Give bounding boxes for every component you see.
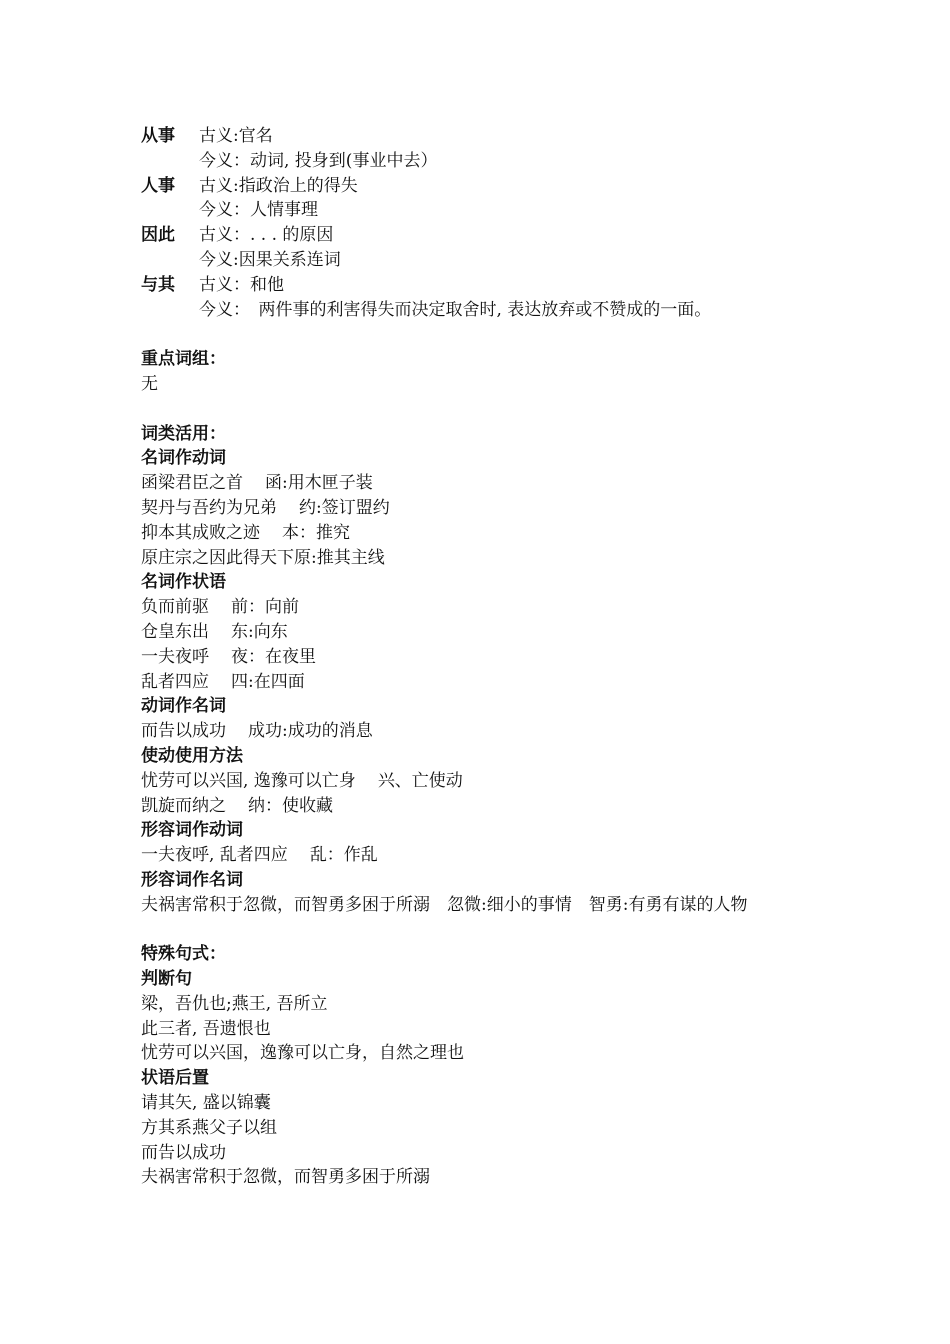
gujin-term: 人事	[141, 175, 175, 196]
cilei-item-gloss: 兴、亡使动	[377, 770, 463, 791]
cilei-item-text: 原庄宗之因此得天下原:推其主线	[141, 547, 385, 568]
cilei-item-gloss: 东:向东	[231, 621, 288, 642]
gujin-entry-jin	[141, 298, 821, 323]
gujin-jin: 今义：人情事理	[199, 200, 318, 221]
cilei-item	[141, 645, 821, 670]
cilei-item	[141, 794, 821, 819]
teshu-item: 请其矢, 盛以锦囊	[141, 1093, 271, 1114]
cilei-item	[141, 496, 821, 521]
cilei-item-gloss: 前：向前	[231, 597, 299, 618]
cilei-item: 夫祸害常积于忽微，而智勇多困于所溺 忽微:细小的事情 智勇:有勇有谋的人物	[141, 894, 748, 915]
cilei-group-title: 名词作状语	[141, 572, 226, 593]
cilei-item-gloss: 纳：使收藏	[248, 795, 333, 816]
cilei-item-text: 一夫夜呼	[141, 646, 209, 667]
teshu-item: 此三者, 吾遗恨也	[141, 1018, 271, 1039]
teshu-item: 忧劳可以兴国，逸豫可以亡身，自然之理也	[141, 1043, 464, 1064]
teshu-item: 夫祸害常积于忽微，而智勇多困于所溺	[141, 1167, 430, 1188]
cilei-item-gloss: 约:签订盟约	[299, 497, 390, 518]
cilei-item	[141, 769, 821, 794]
gujin-term: 从事	[141, 126, 175, 146]
cilei-group-title: 形容词作动词	[141, 820, 243, 841]
cilei-item-text: 函梁君臣之首	[141, 473, 243, 494]
cilei-item-text: 凯旋而纳之	[141, 795, 226, 816]
gujin-entry-jin	[141, 198, 821, 223]
cilei-item-gloss: 乱：作乱	[309, 845, 378, 866]
zhongdian-value: 无	[141, 373, 158, 394]
gujin-term: 与其	[141, 274, 175, 295]
gujin-entry	[141, 273, 821, 298]
cilei-item	[141, 471, 821, 496]
cilei-item-text: 一夫夜呼, 乱者四应	[141, 845, 288, 866]
cilei-item-gloss: 函:用木匣子装	[265, 473, 373, 494]
cilei-group-title: 形容词作名词	[141, 869, 243, 890]
teshu-item: 梁，吾仇也;燕王, 吾所立	[141, 993, 328, 1014]
teshu-group-title: 判断句	[141, 969, 192, 990]
cilei-item	[141, 843, 821, 868]
gujin-jin: 今义：动词, 投身到(事业中去）	[199, 150, 438, 171]
gujin-section	[141, 124, 821, 322]
gujin-term: 因此	[141, 225, 175, 246]
cilei-item-text: 忧劳可以兴国, 逸豫可以亡身	[141, 770, 356, 791]
cilei-item-gloss: 四:在四面	[231, 671, 305, 692]
cilei-item-text: 乱者四应	[141, 671, 209, 692]
gujin-gu: 古义:官名	[199, 126, 273, 146]
gujin-entry	[141, 223, 821, 248]
cilei-item-text: 抑本其成败之迹	[141, 522, 260, 543]
cilei-item-gloss: 夜：在夜里	[231, 646, 316, 667]
zhongdian-heading: 重点词组：	[141, 349, 226, 370]
cilei-group-title: 使动使用方法	[141, 745, 243, 766]
cilei-item	[141, 719, 821, 744]
cilei-item-text: 契丹与吾约为兄弟	[141, 497, 277, 518]
teshu-item: 而告以成功	[141, 1142, 226, 1163]
cilei-item	[141, 595, 821, 620]
cilei-item-text: 仓皇东出	[141, 621, 209, 642]
cilei-item-text: 而告以成功	[141, 721, 226, 742]
cilei-item	[141, 620, 821, 645]
teshu-group-title: 状语后置	[141, 1068, 209, 1089]
cilei-heading: 词类活用：	[141, 423, 226, 444]
gujin-entry-jin	[141, 149, 821, 174]
document-page	[141, 124, 821, 1190]
gujin-gu: 古义：和他	[199, 274, 284, 295]
gujin-gu: 古义：. . . 的原因	[199, 225, 334, 246]
cilei-item-text: 负而前驱	[141, 597, 209, 618]
gujin-gu: 古义:指政治上的得失	[199, 175, 358, 196]
gujin-entry	[141, 174, 821, 199]
teshu-heading: 特殊句式：	[141, 944, 226, 965]
cilei-item	[141, 521, 821, 546]
cilei-item	[141, 670, 821, 695]
cilei-item-gloss: 本：推究	[282, 522, 350, 543]
cilei-item-gloss: 成功:成功的消息	[248, 721, 373, 742]
cilei-item	[141, 546, 821, 571]
teshu-item: 方其系燕父子以组	[141, 1117, 277, 1138]
gujin-entry	[141, 124, 821, 149]
gujin-jin: 今义： 两件事的利害得失而决定取舍时, 表达放弃或不赞成的一面。	[199, 299, 712, 320]
cilei-group-title: 名词作动词	[141, 448, 226, 469]
gujin-entry-jin	[141, 248, 821, 273]
cilei-group-title: 动词作名词	[141, 696, 226, 717]
gujin-jin: 今义:因果关系连词	[199, 249, 341, 270]
